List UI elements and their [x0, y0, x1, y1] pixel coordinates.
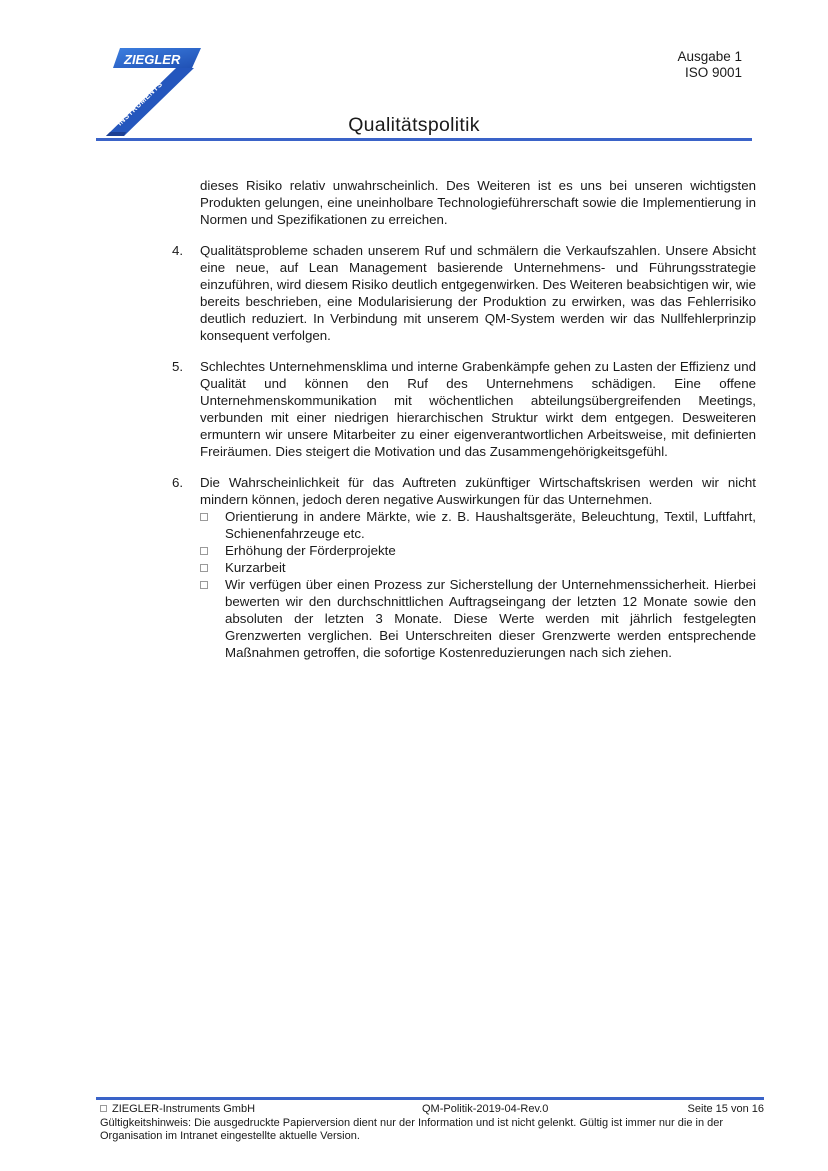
bullet-text: Erhöhung der Förderprojekte [225, 543, 396, 558]
footer-divider [96, 1097, 764, 1100]
continuation-paragraph: dieses Risiko relativ unwahrscheinlich. Des Weiteren ist es uns bei unseren wichtigsten Produkten gelungen, eine uneinholbare Technologieführerschaft sowie die Implementierung in Normen und Spezifikationen zu erreichen. [200, 178, 756, 227]
item-number: 4. [172, 243, 184, 258]
checkbox-bullet-icon [100, 1105, 107, 1112]
bullet-item [200, 542, 756, 559]
page-footer [100, 1103, 764, 1143]
document-body [172, 177, 756, 661]
list-item [172, 242, 756, 344]
list-item [172, 358, 756, 460]
standard-line: ISO 9001 [684, 65, 742, 80]
company-name: ZIEGLER-Instruments GmbH [112, 1103, 256, 1115]
list-item [172, 474, 756, 661]
footer-company [100, 1103, 255, 1116]
item-text: Schlechtes Unternehmensklima und interne Grabenkämpfe gehen zu Lasten der Effizienz und Qualität und können den Ruf des Unternehmens schädigen. Eine offene Unternehmenskommunikation mit wöchentlichen abteilungsübergreifenden Meetings, verbunden mit einer niedrigen hierarchischen Struktur wirkt dem entgegen. Desweiteren ermuntern wir unsere Mitarbeiter zu einer eigenverantwortlichen Arbeitsweise, mit definierten Freiräumen. Dies steigert die Motivation und das Zusammengehörigkeitsgefühl. [200, 359, 756, 459]
item-text: Die Wahrscheinlichkeit für das Auftreten zukünftiger Wirtschaftskrisen werden wir nicht mindern können, jedoch deren negative Auswirkungen für das Unternehmen. [200, 475, 756, 507]
checkbox-bullet-icon [200, 581, 208, 589]
bullet-list [200, 508, 756, 661]
bullet-text: Kurzarbeit [225, 560, 286, 575]
item-text: Qualitätsprobleme schaden unserem Ruf und schmälern die Verkaufszahlen. Unsere Absicht eine neue, auf Lean Management basierende Unternehmens- und Führungsstrategie einzuführen, wird diesem Risiko deutlich entgegenwirken. Des Weiteren beabsichtigen wir, wie bereits beschrieben, eine Modularisierung der Produktion zu erwirken, was das Fehlerrisiko deutlich reduziert. In Verbindung mit unserem QM-System werden wir das Nullfehlerprinzip konsequent verfolgen. [200, 243, 756, 343]
bullet-text: Wir verfügen über einen Prozess zur Sicherstellung der Unternehmenssicherheit. Hierbei bewerten wir den durchschnittlichen Auftragseingang der letzten 12 Monate sowie den absoluten der letzten 3 Monate. Diese Werte werden mit jährlich festgelegten Grenzwerten verglichen. Bei Unterschreiten dieser Grenzwerte werden entsprechende Maßnahmen getroffen, die sofortige Kostenreduzierungen nach sich ziehen. [225, 577, 756, 660]
page-number: Seite 15 von 16 [687, 1103, 764, 1115]
issue-line: Ausgabe 1 [677, 49, 742, 64]
item-number: 6. [172, 475, 184, 490]
issue-info [677, 49, 742, 81]
document-id: QM-Politik-2019-04-Rev.0 [422, 1103, 549, 1115]
bullet-item [200, 576, 756, 661]
validity-note: Gültigkeitshinweis: Die ausgedruckte Papierversion dient nur der Information und ist nicht gelenkt. Gültig ist immer nur die in der Organisation im Intranet eingestellte aktuelle Version. [100, 1117, 724, 1142]
bullet-text: Orientierung in andere Märkte, wie z. B. Haushaltsgeräte, Beleuchtung, Textil, Luftfahrt, Schienenfahrzeuge etc. [225, 509, 756, 541]
page-title: Qualitätspolitik [348, 114, 480, 136]
logo-text-ziegler: ZIEGLER [124, 52, 181, 67]
bullet-item [200, 508, 756, 542]
bullet-item [200, 559, 756, 576]
checkbox-bullet-icon [200, 547, 208, 555]
checkbox-bullet-icon [200, 564, 208, 572]
logo-text-instruments: INSTRUMENTS [115, 79, 165, 128]
checkbox-bullet-icon [200, 513, 208, 521]
item-number: 5. [172, 359, 184, 374]
header-divider [96, 138, 752, 141]
